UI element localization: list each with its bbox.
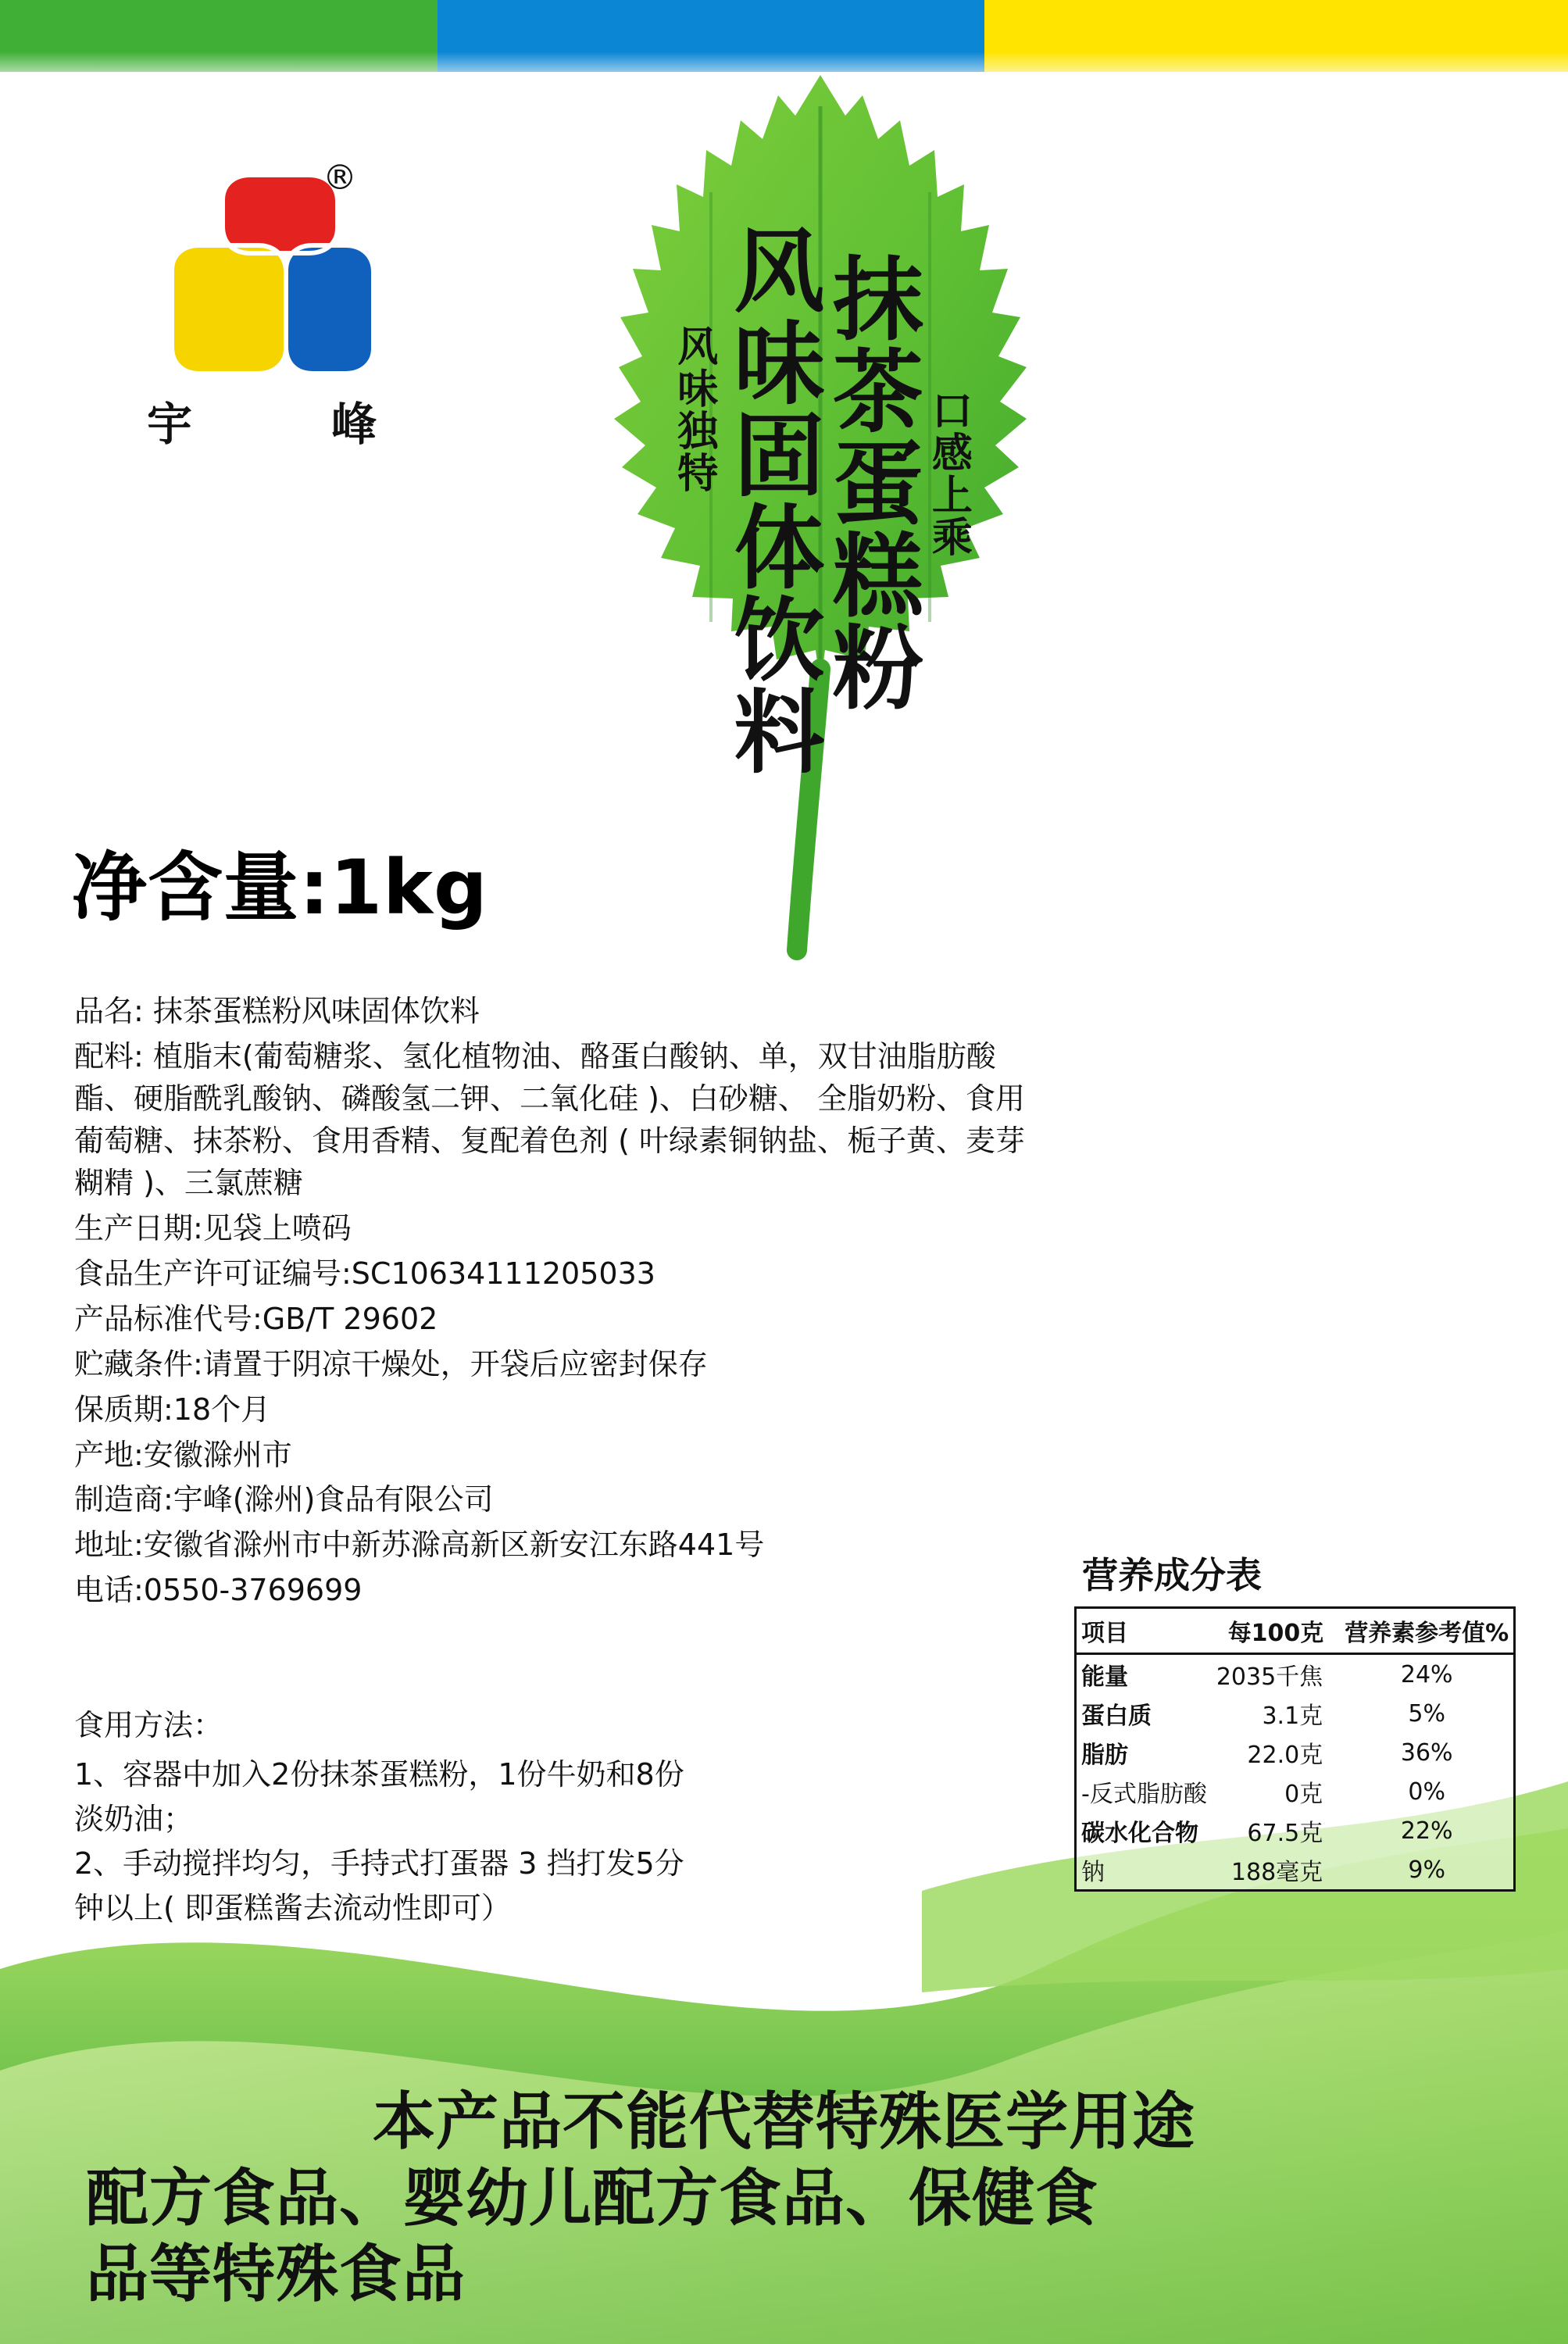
regulatory-warning-block — [0, 2084, 1568, 2313]
usage-step-2-line-2: 钟以上( 即蛋糕酱去流动性即可） — [74, 1891, 511, 1925]
topbar-gloss-overlay — [0, 0, 1568, 72]
nutrition-amount: 2035千焦 — [1216, 1663, 1323, 1691]
nutrition-nrv: 24% — [1400, 1660, 1453, 1688]
table-row — [1076, 1654, 1515, 1695]
table-row — [1076, 1694, 1515, 1733]
leaf-title-block — [547, 223, 1094, 927]
info-name: 品名: 抹茶蛋糕粉风味固体饮料 — [74, 994, 480, 1028]
nutrition-item: -反式脂肪酸 — [1081, 1781, 1207, 1808]
usage-title: 食用方法： — [74, 1708, 223, 1742]
usage-step-2-line-1: 2、手动搅拌均匀，手持式打蛋器 3 挡打发5分 — [74, 1846, 684, 1881]
nutrition-amount: 22.0克 — [1247, 1742, 1323, 1769]
brand-logo — [133, 153, 398, 466]
brand-name-char-1: 宇 — [147, 398, 193, 451]
brand-name-char-2: 峰 — [330, 398, 377, 451]
nutrition-item: 能量 — [1081, 1663, 1128, 1691]
net-weight-text: 净含量:1kg — [72, 844, 488, 931]
info-phone: 电话:0550-3769699 — [74, 1573, 363, 1608]
info-shelf-life: 保质期:18个月 — [74, 1392, 271, 1427]
usage-step-1-line-1: 1、容器中加入2份抹茶蛋糕粉，1份牛奶和8份 — [74, 1757, 684, 1792]
nutrition-item: 钠 — [1081, 1859, 1105, 1886]
usage-step-1-line-2: 淡奶油； — [74, 1802, 194, 1836]
info-origin: 产地:安徽滁州市 — [74, 1437, 292, 1472]
nutrition-item: 蛋白质 — [1081, 1703, 1152, 1730]
nutrition-amount: 188毫克 — [1230, 1859, 1323, 1886]
warning-line-2: 配方食品、婴幼儿配方食品、保健食 — [86, 2161, 1098, 2235]
nutrition-item: 脂肪 — [1081, 1742, 1128, 1769]
brand-name-cn — [133, 388, 391, 453]
table-row — [1076, 1772, 1515, 1811]
usage-instructions-block — [74, 1703, 879, 1931]
info-manufacturer: 制造商:宇峰(滁州)食品有限公司 — [74, 1482, 494, 1517]
slogan-flavor: 风味独特 — [670, 325, 717, 494]
leaf-graphic — [547, 75, 1094, 981]
nutrition-table-header-row — [1076, 1608, 1515, 1654]
info-standard-code: 产品标准代号:GB/T 29602 — [74, 1301, 438, 1336]
product-info-block — [74, 991, 1035, 1615]
info-storage: 贮藏条件:请置于阴凉干燥处，开袋后应密封保存 — [74, 1346, 708, 1381]
slogan-taste: 口感上乘 — [924, 389, 972, 558]
warning-line-1: 本产品不能代替特殊医学用途 — [373, 2085, 1195, 2159]
nutrition-header-item: 项目 — [1076, 1608, 1212, 1654]
nutrition-header-nrv: 营养素参考值% — [1340, 1608, 1515, 1654]
nutrition-table — [1074, 1606, 1516, 1892]
table-row — [1076, 1850, 1515, 1891]
product-subtitle-cn: 抹茶蛋糕粉 — [817, 252, 923, 713]
info-license-number: 食品生产许可证编号:SC10634111205033 — [74, 1256, 655, 1291]
nutrition-amount: 0克 — [1284, 1781, 1323, 1808]
registered-trademark-icon: ® — [323, 158, 357, 198]
nutrition-nrv: 5% — [1408, 1699, 1446, 1728]
nutrition-title: 营养成分表 — [1082, 1554, 1262, 1596]
info-production-date: 生产日期:见袋上喷码 — [74, 1210, 352, 1245]
nutrition-header-amount: 每100克 — [1212, 1608, 1340, 1654]
nutrition-nrv: 36% — [1400, 1738, 1453, 1767]
warning-line-3: 品等特殊食品 — [86, 2238, 466, 2311]
nutrition-facts-block — [1074, 1547, 1512, 1892]
nutrition-item: 碳水化合物 — [1081, 1820, 1198, 1847]
nutrition-nrv: 0% — [1408, 1778, 1446, 1806]
info-address: 地址:安徽省滁州市中新苏滁高新区新安江东路441号 — [74, 1528, 765, 1563]
table-row — [1076, 1811, 1515, 1850]
nutrition-amount: 67.5克 — [1247, 1820, 1323, 1847]
product-title-cn: 风味固体饮料 — [719, 223, 824, 777]
nutrition-amount: 3.1克 — [1262, 1703, 1323, 1730]
nutrition-nrv: 22% — [1400, 1817, 1453, 1845]
table-row — [1076, 1733, 1515, 1772]
nutrition-nrv: 9% — [1408, 1856, 1446, 1884]
info-ingredients: 配料: 植脂末(葡萄糖浆、氢化植物油、酪蛋白酸钠、单，双甘油脂肪酸酯、硬脂酰乳酸钠、磷酸氢二钾、二氧化硅 )、白砂糖、 全脂奶粉、食用葡萄糖、抹茶粉、食用香精、复配着色剂 ( 叶绿素铜钠盐、栀子黄、麦芽糊精 )、三氯蔗糖 — [74, 1038, 1025, 1200]
